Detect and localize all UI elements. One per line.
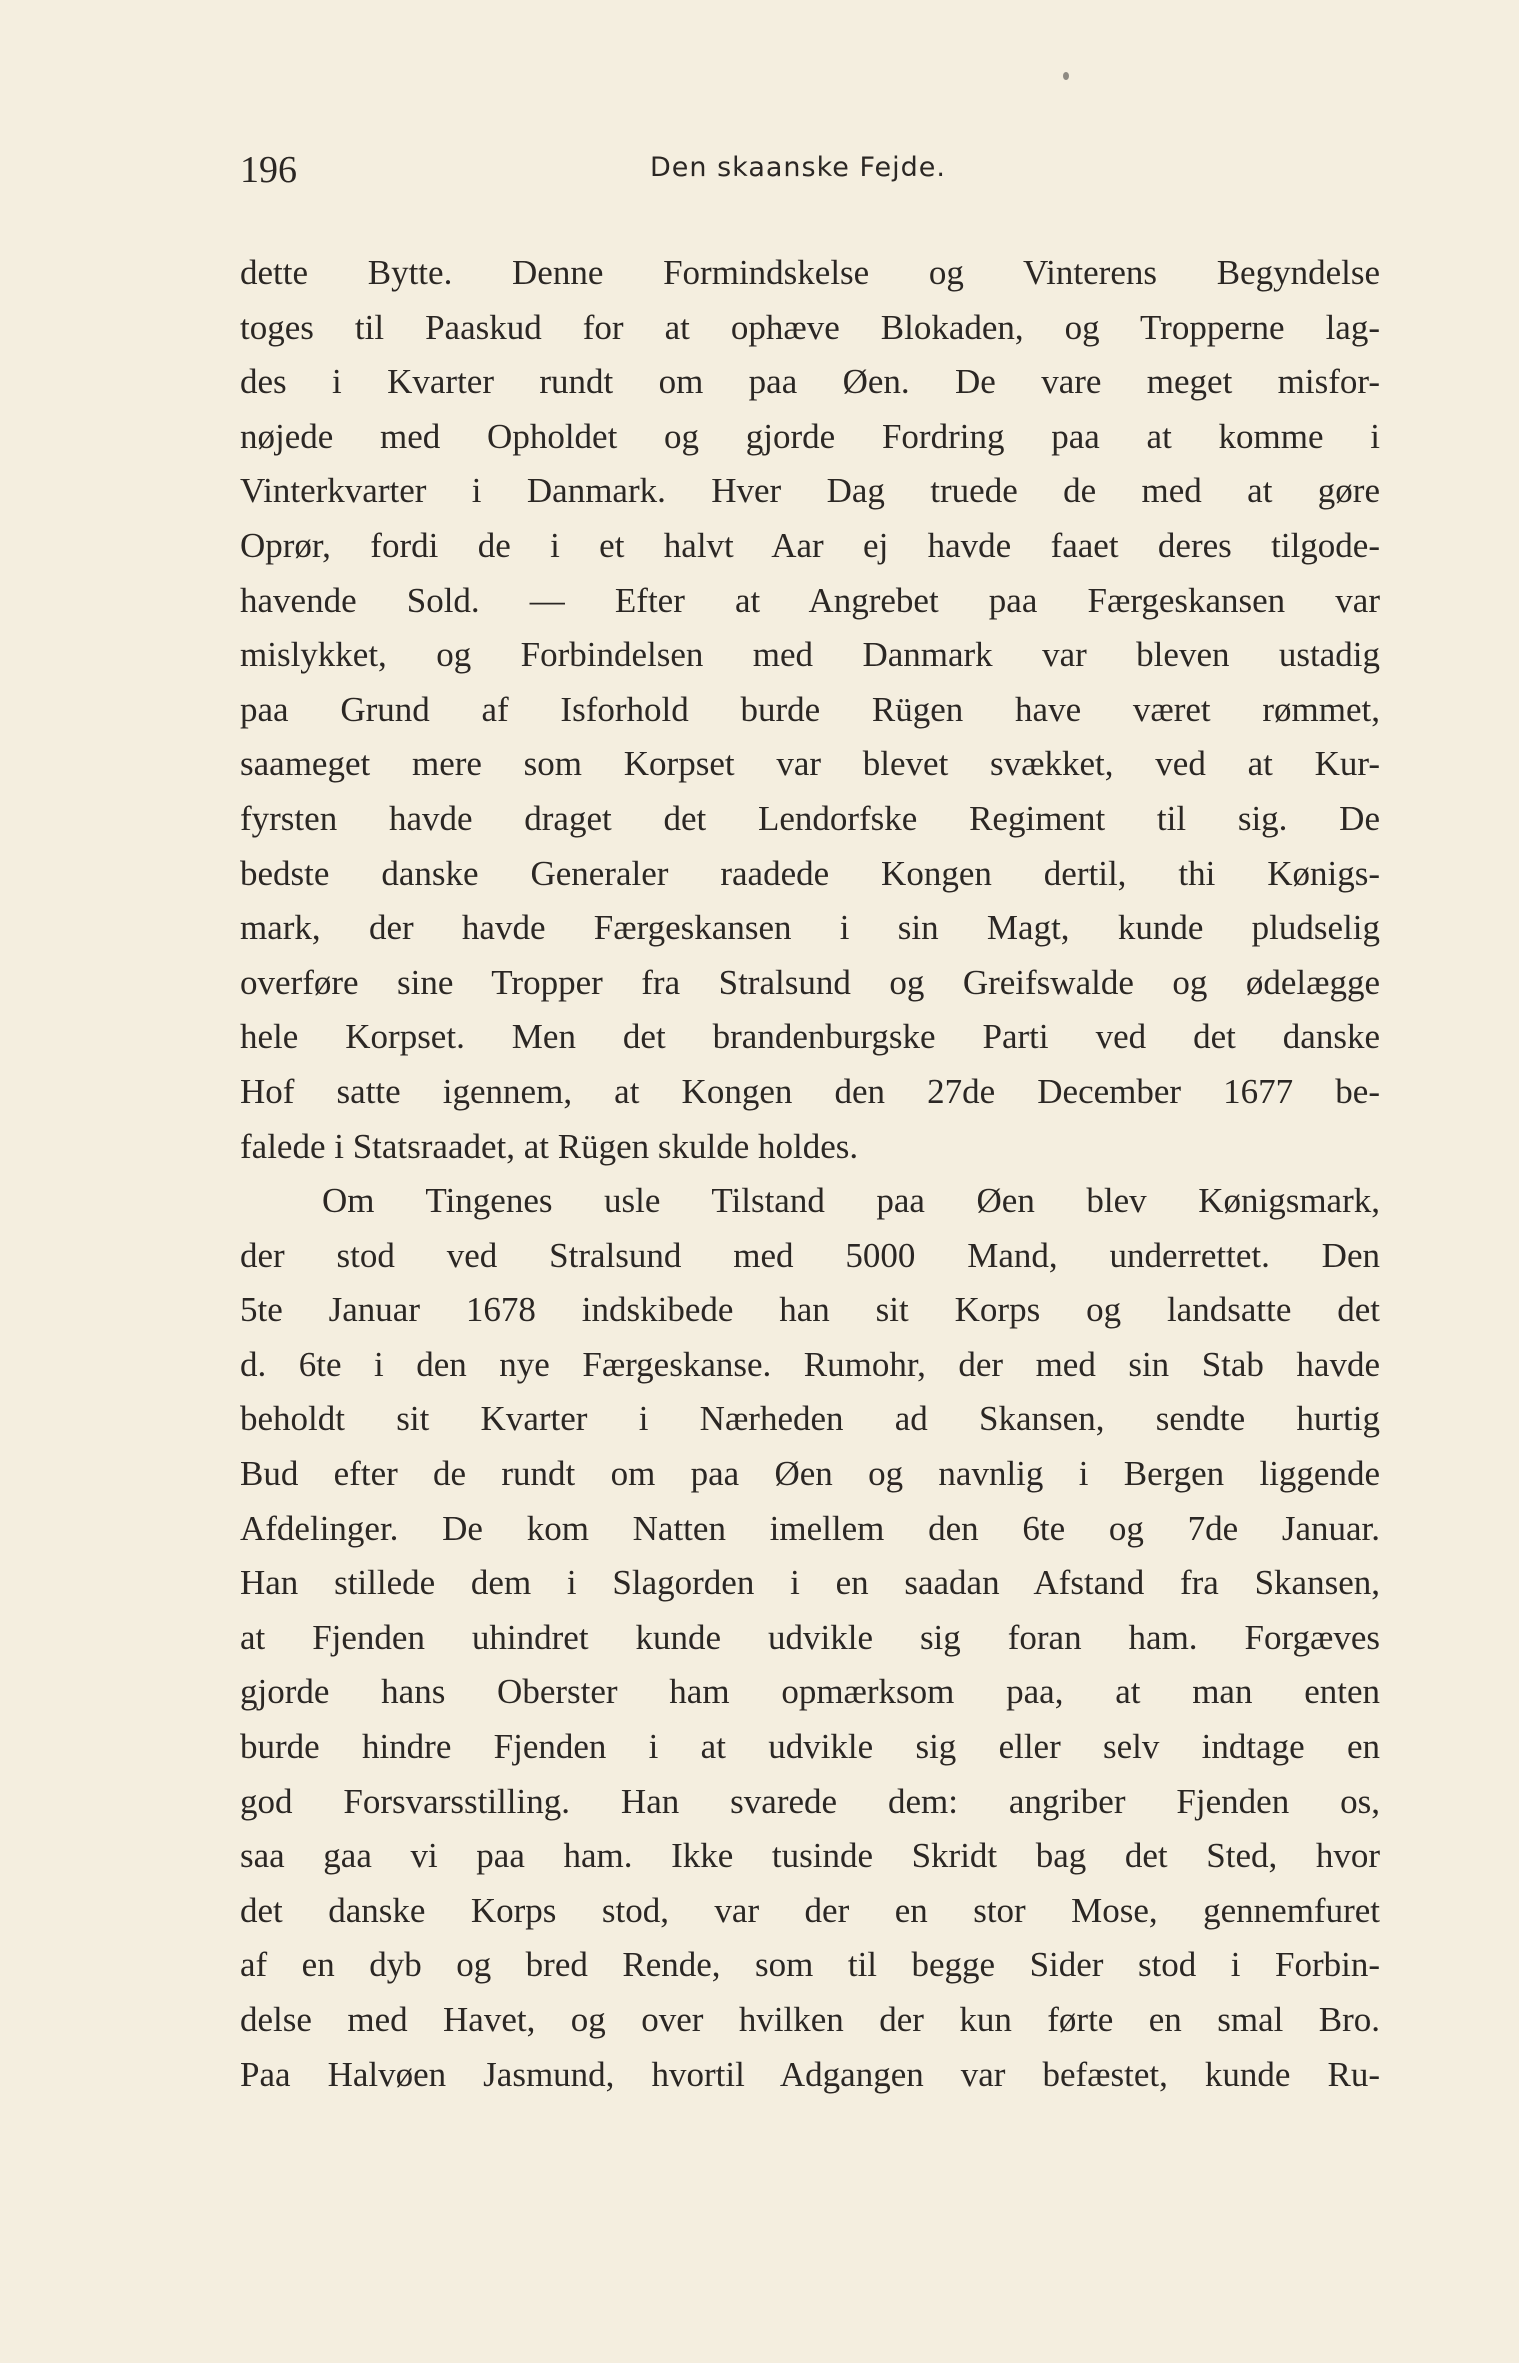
text-line: des i Kvarter rundt om paa Øen. De vare meget misfor- <box>240 362 1380 402</box>
text-line: af en dyb og bred Rende, som til begge Sider stod i Forbin- <box>240 1945 1380 1985</box>
text-line: overføre sine Tropper fra Stralsund og Greifswalde og ødelægge <box>240 962 1380 1002</box>
text-line: delse med Havet, og over hvilken der kun førte en smal Bro. <box>240 2000 1380 2039</box>
text-line: mislykket, og Forbindelsen med Danmark var bleven ustadig <box>240 635 1380 675</box>
page-number: 196 <box>240 149 297 191</box>
text-line: toges til Paaskud for at ophæve Blokaden, og Tropperne lag- <box>240 307 1380 347</box>
text-line: saameget mere som Korpset var blevet svækket, ved at Kur- <box>240 744 1380 784</box>
text-line: Han stillede dem i Slagorden i en saadan Afstand fra Skansen, <box>240 1563 1380 1603</box>
running-title: Den skaanske Fejde. <box>650 152 946 183</box>
paragraph-end-line: falede i Statsraadet, at Rügen skulde holdes. <box>240 1126 859 1166</box>
text-line: dette Bytte. Denne Formindskelse og Vinterens Begyndelse <box>240 253 1380 292</box>
text-line: mark, der havde Færgeskansen i sin Magt, kunde pludselig <box>240 908 1380 948</box>
text-line: Vinterkvarter i Danmark. Hver Dag truede de med at gøre <box>240 471 1380 511</box>
text-line: at Fjenden uhindret kunde udvikle sig foran ham. Forgæves <box>240 1617 1380 1657</box>
text-line: der stod ved Stralsund med 5000 Mand, underrettet. Den <box>240 1235 1380 1275</box>
text-line: Oprør, fordi de i et halvt Aar ej havde faaet deres tilgode- <box>240 525 1380 565</box>
page-header <box>240 148 1380 198</box>
text-line: nøjede med Opholdet og gjorde Fordring paa at komme i <box>240 416 1380 456</box>
body-text <box>240 246 1380 2102</box>
paragraph-start-line: Om Tingenes usle Tilstand paa Øen blev Kønigsmark, <box>322 1181 1380 1221</box>
text-line: saa gaa vi paa ham. Ikke tusinde Skridt bag det Sted, hvor <box>240 1836 1380 1876</box>
text-line: 5te Januar 1678 indskibede han sit Korps og landsatte det <box>240 1290 1380 1330</box>
text-line: paa Grund af Isforhold burde Rügen have været rømmet, <box>240 689 1380 729</box>
text-line: Bud efter de rundt om paa Øen og navnlig i Bergen liggende <box>240 1454 1380 1494</box>
text-line: det danske Korps stod, var der en stor Mose, gennemfuret <box>240 1890 1380 1930</box>
text-line: god Forsvarsstilling. Han svarede dem: angriber Fjenden os, <box>240 1781 1380 1821</box>
text-line: Paa Halvøen Jasmund, hvortil Adgangen var befæstet, kunde Ru- <box>240 2054 1380 2094</box>
text-line: beholdt sit Kvarter i Nærheden ad Skansen, sendte hurtig <box>240 1399 1380 1439</box>
text-line: bedste danske Generaler raadede Kongen dertil, thi Kønigs- <box>240 853 1380 893</box>
text-line: d. 6te i den nye Færgeskanse. Rumohr, der med sin Stab havde <box>240 1344 1380 1384</box>
text-line: havende Sold. — Efter at Angrebet paa Færgeskansen var <box>240 580 1380 620</box>
text-line: burde hindre Fjenden i at udvikle sig eller selv indtage en <box>240 1727 1380 1767</box>
ink-speck <box>1063 72 1069 80</box>
text-line: gjorde hans Oberster ham opmærksom paa, at man enten <box>240 1672 1380 1712</box>
text-line: Afdelinger. De kom Natten imellem den 6te og 7de Januar. <box>240 1508 1380 1548</box>
text-line: fyrsten havde draget det Lendorfske Regiment til sig. De <box>240 798 1380 838</box>
text-line: Hof satte igennem, at Kongen den 27de December 1677 be- <box>240 1071 1380 1111</box>
text-line: hele Korpset. Men det brandenburgske Parti ved det danske <box>240 1017 1380 1057</box>
